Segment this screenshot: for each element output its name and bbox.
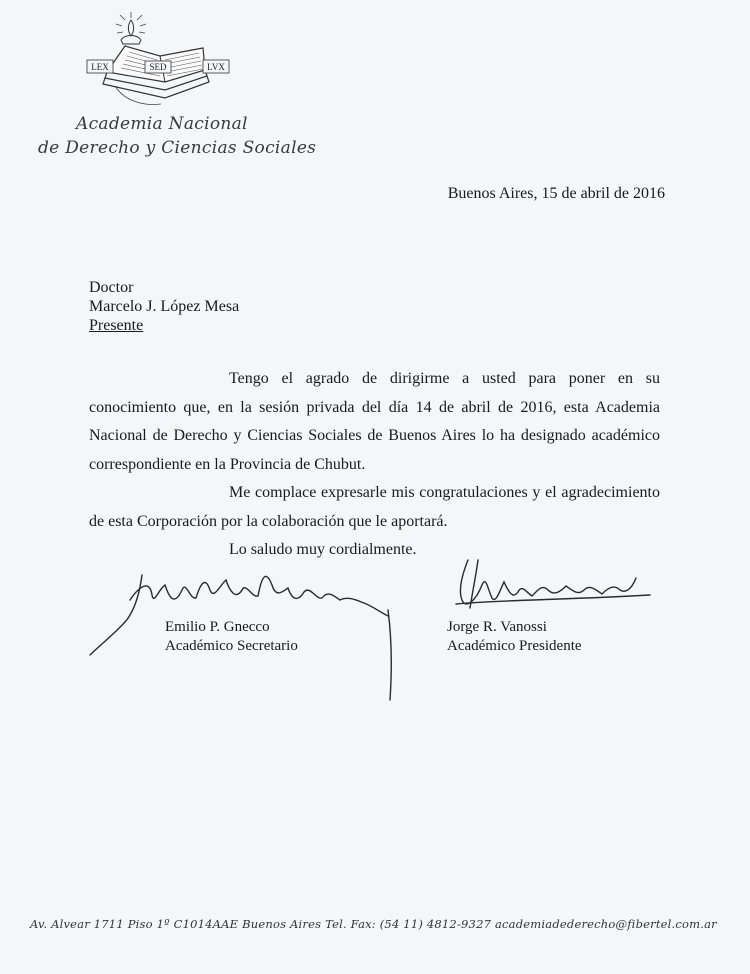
signatory-name: Jorge R. Vanossi (447, 619, 547, 635)
emblem-word-sed: SED (149, 62, 167, 72)
signatory-name: Emilio P. Gnecco (165, 619, 270, 635)
signatory-secretary (165, 618, 298, 656)
emblem-word-lvx: LVX (207, 62, 225, 72)
academy-name-line1: Academia Nacional (76, 114, 248, 134)
signatory-president (447, 618, 582, 656)
closing-line: Lo saludo muy cordialmente. (229, 541, 417, 558)
letter-date: Buenos Aires, 15 de abril de 2016 (447, 185, 665, 202)
letter-body (89, 365, 660, 565)
emblem-word-lex: LEX (91, 62, 109, 72)
addressee-presente: Presente (89, 317, 144, 334)
signature-vanossi-icon (460, 560, 636, 604)
addressee-name: Marcelo J. López Mesa (89, 298, 240, 315)
addressee-block (89, 278, 239, 335)
body-paragraph-1: Tengo el agrado de dirigirme a usted para poner en su conocimiento que, en la sesión privada del día 14 de abril de 2016, esta Academia Nacional de Derecho y Ciencias Sociales de Buenos Aires lo ha designado académico correspondiente en la Provincia de Chubut. (89, 370, 660, 473)
signatory-role: Académico Secretario (165, 638, 298, 654)
footer-address: Av. Alvear 1711 Piso 1º C1014AAE Buenos Aires Tel. Fax: (54 11) 4812-9327 academiadederecho@fibertel.com.ar (30, 917, 717, 931)
signatory-role: Académico Presidente (447, 638, 582, 654)
academy-emblem-icon (85, 12, 235, 116)
body-paragraph-2: Me complace expresarle mis congratulaciones y el agradecimiento de esta Corporación por la colaboración que le aportará. (89, 484, 660, 530)
addressee-title: Doctor (89, 279, 134, 296)
academy-name-line2: de Derecho y Ciencias Sociales (38, 138, 317, 158)
